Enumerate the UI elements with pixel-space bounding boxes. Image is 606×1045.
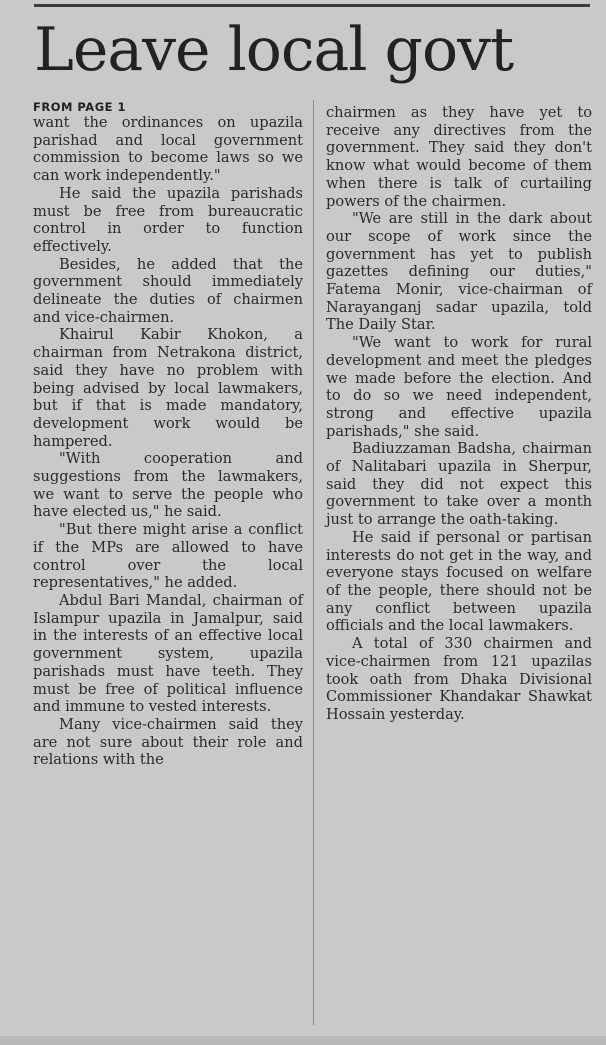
column-divider: [313, 100, 314, 1025]
top-rule: [34, 4, 590, 7]
paragraph: He said if personal or partisan interests do not get in the way, and everyone stays focused on welfare of the people, there should not be any conflict between upazila officials and the local lawmakers.: [326, 528, 592, 635]
headline: Leave local govt: [34, 15, 514, 85]
page-edge: [0, 1036, 606, 1045]
paragraph: "We want to work for rural development and meet the pledges we made before the election. And to do so we need independent, strong and effective upazila parishads," she said.: [326, 334, 592, 440]
paragraph: He said the upazila parishads must be free from bureaucratic control in order to function effectively.: [33, 184, 303, 255]
continuation-kicker: FROM PAGE 1: [33, 100, 127, 114]
paragraph: "With cooperation and suggestions from the lawmakers, we want to serve the people who have elected us," he said.: [33, 450, 303, 521]
paragraph: Badiuzzaman Badsha, chairman of Nalitabari upazila in Sherpur, said they did not expect this government to take over a month just to arrange the oath-taking.: [326, 440, 592, 529]
paragraph: Khairul Kabir Khokon, a chairman from Netrakona district, said they have no problem with being advised by local lawmakers, but if that is made mandatory, development work would be hampered.: [33, 326, 303, 450]
article-column-left: [33, 100, 303, 769]
paragraph: chairmen as they have yet to receive any directives from the government. They said they don't know what would become of them when there is talk of curtailing powers of the chairmen.: [326, 104, 592, 210]
paragraph: Besides, he added that the government should immediately delineate the duties of chairmen and vice-chairmen.: [33, 255, 303, 326]
paragraph: Many vice-chairmen said they are not sure about their role and relations with the: [33, 715, 303, 769]
paragraph: "But there might arise a conflict if the MPs are allowed to have control over the local representatives," he added.: [33, 521, 303, 592]
paragraph: "We are still in the dark about our scope of work since the government has yet to publish gazettes defining our duties," Fatema Monir, vice-chairman of Narayanganj sadar upazila, told The Daily Star.: [326, 210, 592, 334]
paragraph: want the ordinances on upazila parishad and local government commission to become laws so we can work independently.": [33, 114, 303, 185]
paragraph: A total of 330 chairmen and vice-chairmen from 121 upazilas took oath from Dhaka Divisional Commissioner Khandakar Shawkat Hossain yesterday.: [326, 635, 592, 723]
article-column-right: [326, 104, 592, 724]
paragraph: Abdul Bari Mandal, chairman of Islampur upazila in Jamalpur, said in the interests of an effective local government system, upazila parishads must have teeth. They must be free of political influence and immune to vested interests.: [33, 591, 303, 716]
